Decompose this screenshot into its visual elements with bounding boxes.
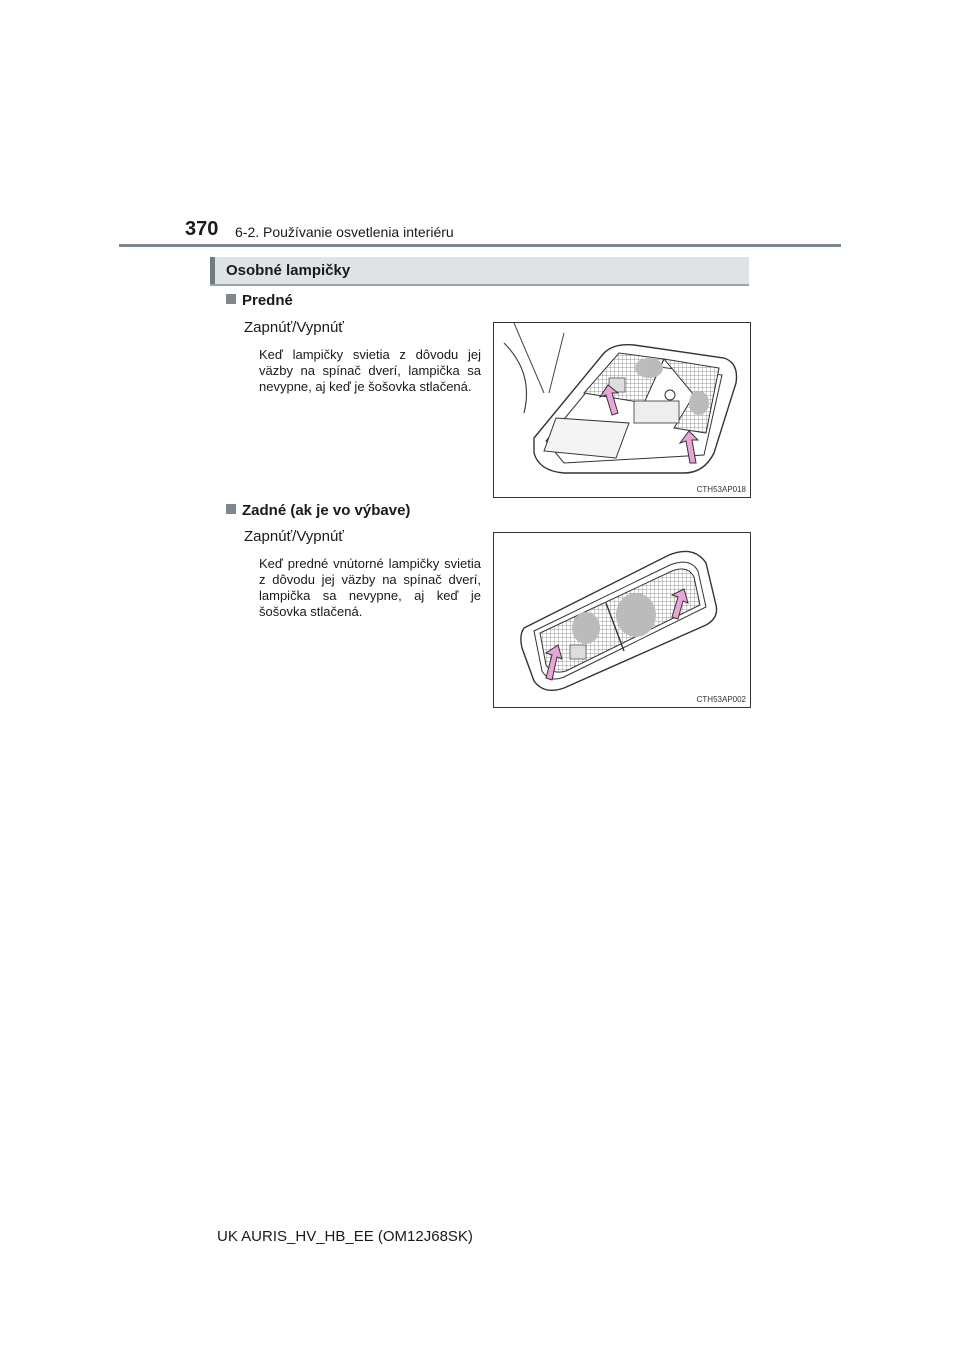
front-lamp-illustration <box>494 323 750 497</box>
square-bullet-icon <box>226 294 236 304</box>
item-title-front: Predné <box>226 292 293 309</box>
item-title-rear: Zadné (ak je vo výbave) <box>226 502 410 519</box>
figure-code-rear: CTH53AP002 <box>696 695 746 704</box>
figure-code-front: CTH53AP018 <box>696 485 746 494</box>
rear-lamp-illustration <box>494 533 750 707</box>
section-title: 6-2. Používanie osvetlenia interiéru <box>235 224 454 240</box>
item-note-front: Keď lampičky svietia z dôvodu jej väzby na spínač dverí, lampička sa nevypne, aj keď je šošovka stlačená. <box>259 347 481 394</box>
document-code: UK AURIS_HV_HB_EE (OM12J68SK) <box>217 1228 473 1245</box>
item-note-rear: Keď predné vnútorné lampičky svietia z dôvodu jej väzby na spínač dverí, lampička sa nevypne, aj keď je šošovka stlačená. <box>259 556 481 619</box>
figure-rear-lamp <box>493 532 751 708</box>
header-rule <box>119 244 841 247</box>
item-action-rear: Zapnúť/Vypnúť <box>244 528 344 545</box>
item-action-front: Zapnúť/Vypnúť <box>244 319 344 336</box>
heading-accent <box>210 257 215 284</box>
page-number: 370 <box>185 218 219 240</box>
figure-front-lamp <box>493 322 751 498</box>
square-bullet-icon <box>226 504 236 514</box>
section-heading-bar <box>210 257 749 286</box>
section-heading: Osobné lampičky <box>226 262 351 279</box>
